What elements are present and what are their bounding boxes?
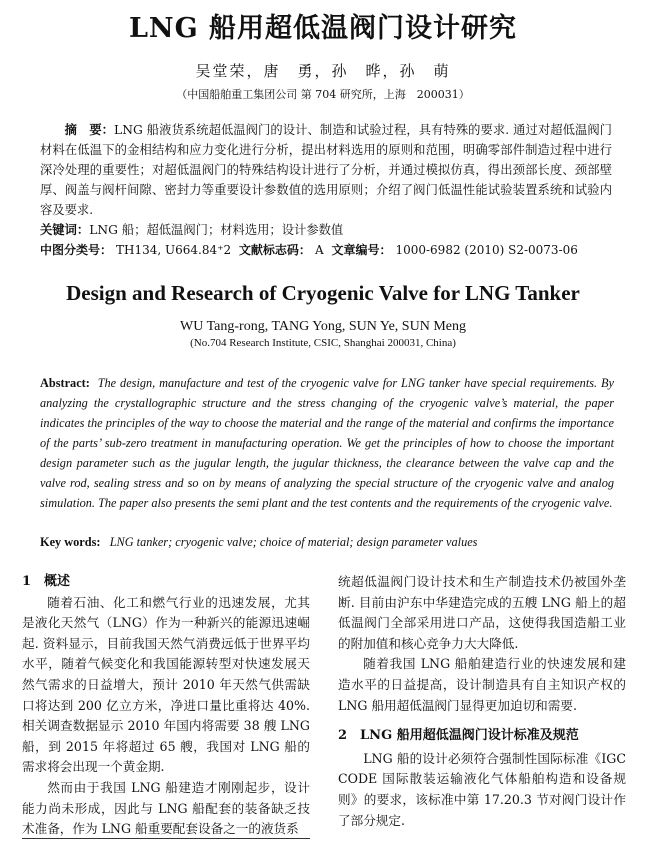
keywords-cn-text: LNG 船；超低温阀门；材料选用；设计参数值	[89, 223, 344, 237]
doc-code-label: 文献标志码：	[238, 243, 311, 257]
clc-value: TH134, U664.84⁺2	[116, 243, 232, 257]
abstract-cn	[40, 120, 612, 220]
authors-en: WU Tang-rong, TANG Yong, SUN Ye, SUN Meng	[180, 319, 466, 334]
abstract-cn-label: 摘 要：	[64, 122, 115, 137]
abstract-en	[40, 373, 614, 513]
section-1-paragraph-2-continued: 统超低温阀门设计技术和生产制造技术仍被国外垄断. 目前由沪东中华建造完成的五艘 LNG 船上的超低温阀门全部采用进口产品，这使得我国造船工业的附加值和核心竞争力大大降低.	[338, 574, 626, 651]
body-column-left	[22, 572, 310, 840]
footnote-divider	[22, 838, 310, 839]
section-1-paragraph-2: 然而由于我国 LNG 船建造才刚刚起步，设计能力尚未形成，因此与 LNG 船配套的装备缺乏技术准备，作为 LNG 船重要配套设备之一的液货系	[22, 779, 310, 837]
keywords-en	[40, 532, 614, 552]
article-no-label: 文章编号：	[331, 243, 392, 257]
article-no-value: 1000-6982 (2010) S2-0073-06	[395, 243, 578, 257]
classification-line	[40, 240, 612, 260]
keywords-cn	[40, 220, 612, 240]
keywords-cn-label: 关键词：	[40, 222, 90, 237]
section-1-paragraph-3: 随着我国 LNG 船舶建造行业的快速发展和建造水平的日益提高，设计制造具有自主知识产权的 LNG 船用超低温阀门显得更加迫切和需要.	[338, 656, 626, 713]
section-1-paragraph-1: 随着石油、化工和燃气行业的迅速发展，尤其是液化天然气（LNG）作为一种新兴的能源迅速崛起. 资料显示，目前我国天然气消费远低于世界平均水平，随着气候变化和我国能源转型对快速发展天然气需求的日益增大，预计 2010 年天然气供需缺口将达到 200 亿立方米，净进口量比重将达 40%. 相关调查数据显示 2010 年国内将需要 38 艘 LNG 船，到 2015 年将超过 65 艘，我国对 LNG 船的需求将会出现一个黄金期.	[22, 594, 310, 775]
section-2-paragraph-1: LNG 船的设计必须符合强制性国际标准《IGC CODE 国际散装运输液化气体船舶构造和设备规则》的要求，该标准中第 17.20.3 节对阀门设计作了部分规定.	[338, 750, 626, 828]
title-en: Design and Research of Cryogenic Valve for LNG Tanker	[66, 281, 580, 305]
keywords-en-text: LNG tanker; cryogenic valve; choice of material; design parameter values	[109, 535, 478, 549]
affiliation-cn: （中国船舶重工集团公司 第 704 研究所，上海 200031）	[176, 88, 470, 101]
section-1-heading: 1 概述	[22, 574, 71, 589]
clc-label: 中图分类号：	[40, 243, 113, 257]
affiliation-en: (No.704 Research Institute, CSIC, Shanghai 200031, China)	[190, 337, 456, 349]
authors-cn: 吴堂荣，唐 勇，孙 晔，孙 萌	[195, 62, 451, 80]
section-2-heading: 2 LNG 船用超低温阀门设计标准及规范	[338, 728, 579, 744]
keywords-en-label: Key words:	[40, 535, 101, 549]
body-column-right	[338, 572, 626, 831]
abstract-en-text: The design, manufacture and test of the cryogenic valve for LNG tanker have special requirements. By analyzing the crystallographic structure and the stress changing of the cryogenic valve’s material, the paper indicates the principles of the way to choose the material and the range of the material and confirms the importance of the parts’ sub-zero treatment in manufacturing operation. We get the principles of how to choose the important design parameter such as the jugular length, the jugular thickness, the clearance between the valve cap and the valve rod, sealing stress and so on by means of analyzing the special structure of the cryogenic valve and analog simulation. The paper also presents the semi plant and the test contents and the requirements of the cryogenic valve.	[40, 376, 614, 510]
abstract-en-label: Abstract:	[40, 376, 90, 390]
abstract-cn-text: LNG 船液货系统超低温阀门的设计、制造和试验过程，具有特殊的要求. 通过对超低温阀门材料在低温下的金相结构和应力变化进行分析，提出材料选用的原则和范围，明确零部件制造过程中进行深冷处理的重要性；对超低温阀门的特殊结构设计进行了分析，并通过模拟仿真，得出颈部长度、颈部壁厚、阀盖与阀杆间隙、密封力等重要设计参数值的选用原则；介绍了阀门低温性能试验装置系统和试验内容及要求.	[40, 123, 612, 217]
doc-code-value: A	[314, 243, 324, 257]
title-cn: LNG 船用超低温阀门设计研究	[128, 13, 518, 44]
